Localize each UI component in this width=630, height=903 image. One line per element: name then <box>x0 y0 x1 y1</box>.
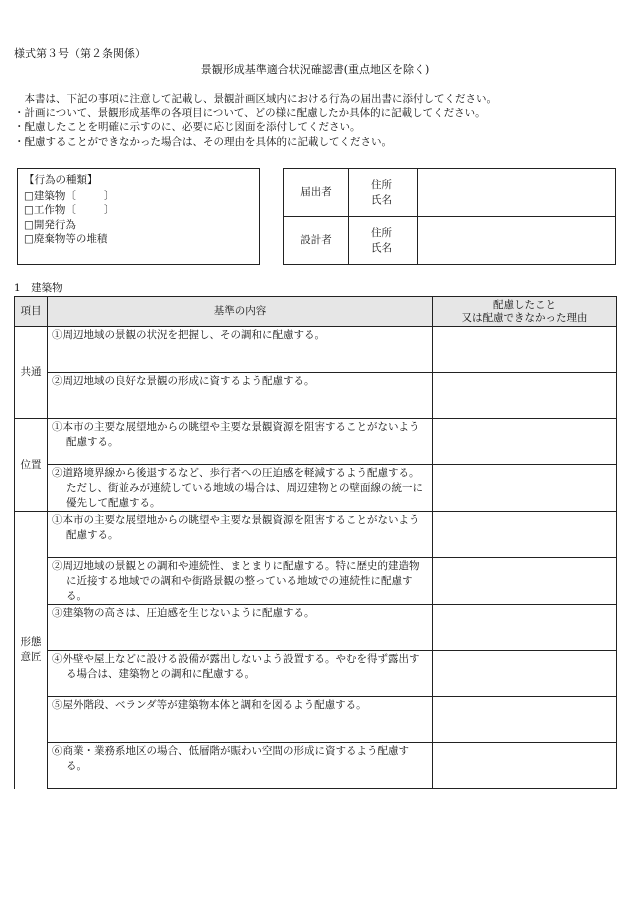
person-table <box>283 168 616 265</box>
category-label-line: 意匠 <box>20 651 42 664</box>
category-common <box>15 327 48 419</box>
category-label <box>21 635 42 665</box>
document-title: 景観形成基準適合状況確認書(重点地区を除く) <box>200 63 430 76</box>
answer-field[interactable] <box>433 419 617 465</box>
header-answer-line: 配慮したこと <box>493 298 556 311</box>
table-row <box>15 558 617 605</box>
table-row <box>15 605 617 651</box>
answer-field[interactable] <box>433 651 617 697</box>
answer-field[interactable] <box>433 697 617 743</box>
act-type-building-option[interactable] <box>24 189 253 204</box>
table-row <box>15 327 617 373</box>
act-type-title: 【行為の種類】 <box>24 174 98 186</box>
notifier-label: 届出者 <box>284 169 349 217</box>
bracket-close: 〕 <box>104 189 115 202</box>
criterion-text: ①本市の主要な展望地からの眺望や主要な景観資源を阻害することがないよう配慮する。 <box>48 512 433 558</box>
table-row <box>15 373 617 419</box>
name-label: 氏名 <box>371 241 392 254</box>
criterion-text: ⑥商業・業務系地区の場合、低層階が賑わい空間の形成に資するよう配慮する。 <box>48 743 433 789</box>
answer-field[interactable] <box>433 465 617 512</box>
notifier-row <box>284 169 616 217</box>
category-label-line: 形態 <box>20 636 42 649</box>
designer-row <box>284 217 616 265</box>
instructions <box>14 92 619 149</box>
answer-field[interactable] <box>433 558 617 605</box>
notifier-value-field[interactable] <box>418 169 616 217</box>
criterion-text: ①本市の主要な展望地からの眺望や主要な景観資源を阻害することがないよう配慮する。 <box>48 419 433 465</box>
designer-label: 設計者 <box>284 217 349 265</box>
address-name-labels <box>349 169 418 217</box>
address-label: 住所 <box>371 178 392 191</box>
act-type-development-option[interactable]: □開発行為 <box>24 218 76 231</box>
table-row <box>15 651 617 697</box>
criterion-text: ②周辺地域の景観との調和や連続性、まとまりに配慮する。特に歴史的建造物に近接する地域での調和や街路景観の整っている地域での連続性に配慮する。 <box>48 558 433 605</box>
criterion-text: ②周辺地域の良好な景観の形成に資するよう配慮する。 <box>48 373 433 419</box>
option-label: □建築物〔 <box>24 189 76 202</box>
table-row <box>15 465 617 512</box>
answer-field[interactable] <box>433 605 617 651</box>
act-type-structure-option[interactable] <box>24 203 253 218</box>
header-item: 項目 <box>15 297 48 327</box>
instruction-note: ・配慮することができなかった場合は、その理由を具体的に記載してください。 <box>14 135 392 148</box>
act-type-box <box>17 168 260 265</box>
criterion-text: ③建築物の高さは、圧迫感を生じないように配慮する。 <box>48 605 433 651</box>
instruction-note: ・計画について、景観形成基準の各項目について、どの様に配慮したか具体的に記載してください。 <box>14 107 486 120</box>
answer-field[interactable] <box>433 373 617 419</box>
criterion-text: ①周辺地域の景観の状況を把握し、その調和に配慮する。 <box>48 327 433 373</box>
address-label: 住所 <box>371 226 392 239</box>
criterion-text: ④外壁や屋上などに設ける設備が露出しないよう設置する。やむを得ず露出する場合は、建築物との調和に配慮する。 <box>48 651 433 697</box>
table-row <box>15 512 617 558</box>
answer-field[interactable] <box>433 512 617 558</box>
category-design <box>15 512 48 789</box>
category-label: 位置 <box>20 458 42 471</box>
bracket-close: 〕 <box>104 204 115 216</box>
criterion-text: ⑤屋外階段、ベランダ等が建築物本体と調和を図るよう配慮する。 <box>48 697 433 743</box>
instruction-note: ・配慮したことを明確に示すのに、必要に応じ図面を添付してください。 <box>14 121 361 134</box>
table-row <box>15 697 617 743</box>
header-answer-line: 又は配慮できなかった理由 <box>461 311 588 324</box>
header-answer <box>433 297 617 327</box>
form-number: 様式第３号（第２条関係） <box>14 47 146 60</box>
address-name-labels <box>349 217 418 265</box>
section-label: 1 建築物 <box>14 282 63 294</box>
header-content: 基準の内容 <box>48 297 433 327</box>
designer-value-field[interactable] <box>418 217 616 265</box>
table-header-row <box>15 297 617 327</box>
category-label: 共通 <box>20 366 42 378</box>
option-label: □工作物〔 <box>24 204 76 216</box>
category-position <box>15 419 48 512</box>
table-row <box>15 419 617 465</box>
criterion-text: ②道路境界線から後退するなど、歩行者への圧迫感を軽減するよう配慮する。ただし、街並みが連続している地域の場合は、周辺建物との壁面線の統一に優先して配慮する。 <box>48 465 433 512</box>
answer-field[interactable] <box>433 743 617 789</box>
answer-field[interactable] <box>433 327 617 373</box>
instructions-lead: 本書は、下記の事項に注意して記載し、景観計画区域内における行為の届出書に添付してください。 <box>24 93 497 105</box>
act-type-waste-option[interactable]: □廃棄物等の堆積 <box>24 233 108 245</box>
name-label: 氏名 <box>371 193 392 206</box>
table-row <box>15 743 617 789</box>
criteria-table <box>14 296 617 789</box>
